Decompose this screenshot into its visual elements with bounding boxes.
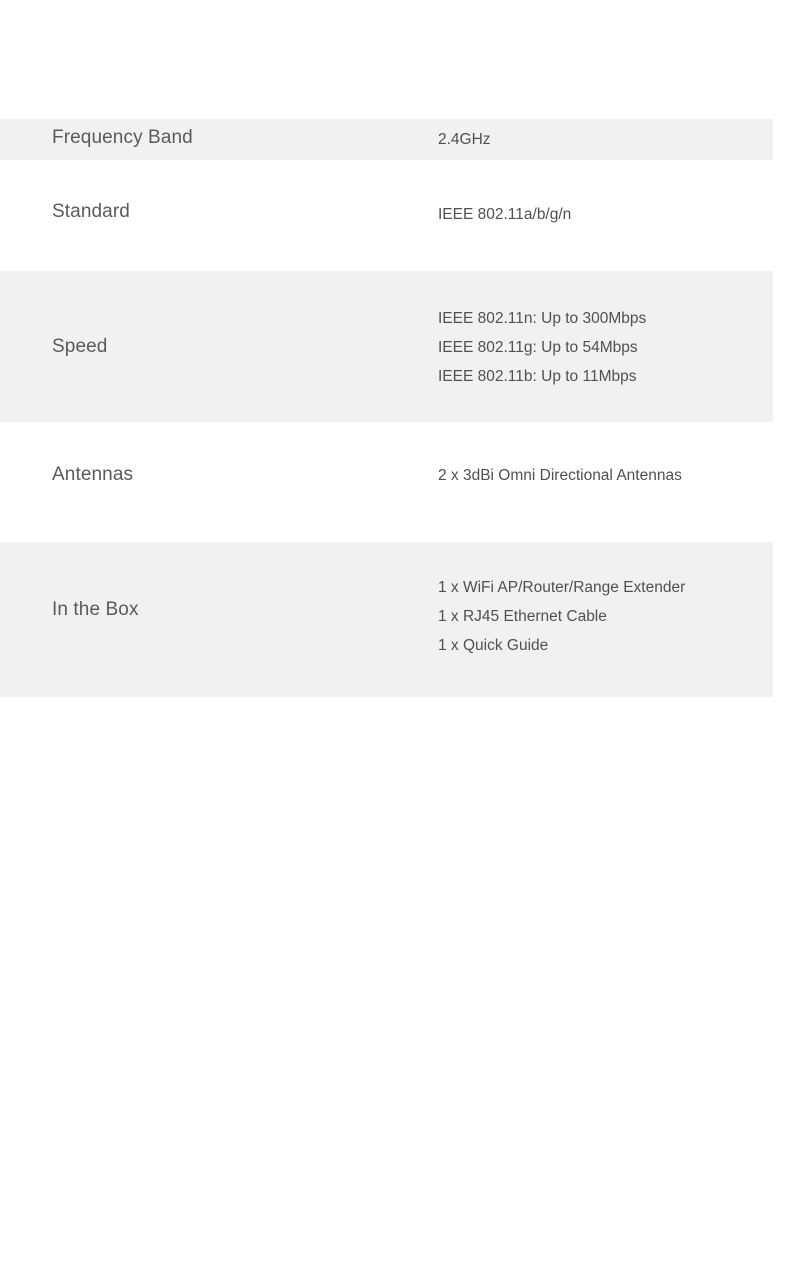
spec-values — [438, 200, 571, 229]
spec-value: 1 x RJ45 Ethernet Cable — [438, 608, 607, 625]
spec-label: Antennas — [52, 464, 134, 485]
spec-value: 1 x Quick Guide — [438, 637, 549, 654]
spec-table — [0, 119, 773, 1275]
spec-value: 2.4GHz — [438, 131, 491, 148]
spec-value: IEEE 802.11a/b/g/n — [438, 206, 572, 223]
in-the-box-text — [0, 579, 773, 1275]
spec-value: IEEE 802.11b: Up to 11Mbps — [438, 368, 637, 385]
spec-value: 2 x 3dBi Omni Directional Antennas — [438, 467, 682, 484]
spec-label: Frequency Band — [52, 127, 193, 148]
spec-values — [438, 573, 685, 660]
spec-label: Speed — [52, 336, 108, 357]
spec-value: 1 x WiFi AP/Router/Range Extender — [438, 579, 686, 596]
spec-label: In the Box — [52, 599, 139, 620]
spec-row-speed-background — [0, 271, 773, 422]
spec-values — [438, 461, 682, 490]
spec-values — [438, 304, 646, 391]
spec-values — [438, 125, 491, 154]
spec-label: Standard — [52, 201, 130, 222]
spec-value: IEEE 802.11n: Up to 300Mbps — [438, 310, 647, 327]
spec-value: IEEE 802.11g: Up to 54Mbps — [438, 339, 638, 356]
